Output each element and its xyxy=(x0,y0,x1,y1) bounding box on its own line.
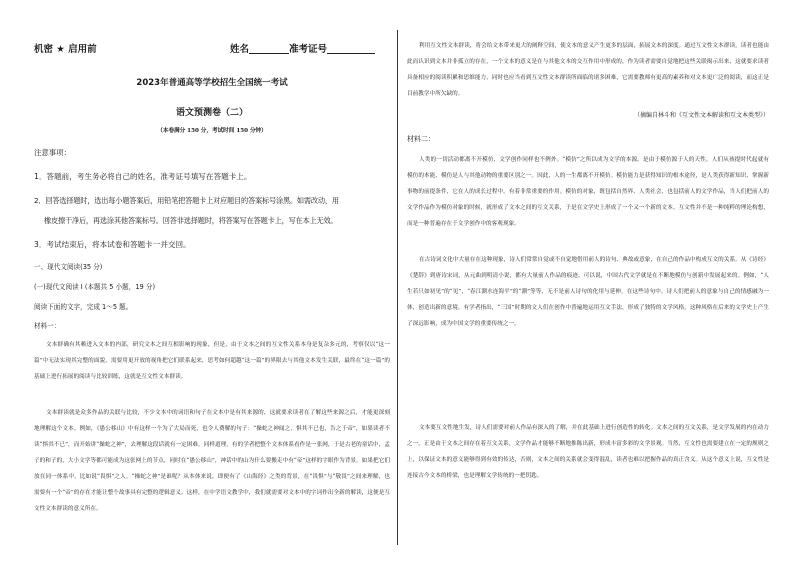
ticket-label: 准考证号 xyxy=(289,44,328,55)
passage-paragraph: 文本群读就是众多作品的关联与比较，不少文本中的词语和句子在文本中是有其来源的，这就要求读者在了解这些来源之后，才能更深刻地理解这个文本。例如，《愚公移山》中有这样一个为了大局而死，也令人费解的句子：“操蛇之神闻之，惧其不已也，告之于帝”，如果读者不读“惧其不已”，而开始讲“操蛇之神”，去理解这段话就有一定困难。同样道理，有的学者把整个文本体系看作是一张网，于是古老的童话中，孟子的和子的，大小文学等都可能成为这张网上的节点，同时在“愚公移山”，神话中的山为什么要搬走中有“帝”这样的字眼作为背景。如果把它们放在同一体系中，比如说“畏惧”之人。“操蛇之神”是谁呢？从本体来说，即便有了《山海经》之类的背景，在“畏惧”与“敬畏”之间来理解，也需要有一个“帝”的存在才能让整个故事具有完整的逻辑意义。这样，在中学语文教学中，我们就需要对文本中的字词作出全新的解读，这便是互文性文本群读的意义所在。 xyxy=(34,410,390,512)
passage-paragraph: 在古诗词文化中大量存在这种现象，诗人们常常自觉或不自觉地借用前人的诗句、典故或意象，在自己的作品中构成互文的关系。从《诗经》《楚辞》到唐诗宋词，从元曲到明清小说，都有大量前人作品的痕迹，可以说，中国古代文学就是在不断地模仿与创新中发展起来的。例如，“人生若只如初见”的“见”，“春江潮水连海平”的“潮”等等，无不是前人诗句的化用与延伸。在这些诗句中，诗人们把前人的意象与自己的情感融为一体，创造出新的意境。有学者指出，“三国”时期的文人们在创作中普遍地运用互文手法，形成了独特的文学风格，这种风格在后来的文学史上产生了深远影响，成为中国文学的重要传统之一。 xyxy=(407,257,769,327)
instruction-item: 3．考试结束后，将本试卷和答题卡一并交回。 xyxy=(34,240,191,249)
subsection-heading: (一)现代文阅读 I (本题共 5 小题，19 分) xyxy=(34,283,156,291)
reading-prompt: 阅读下面的文字，完成 1～5 题。 xyxy=(34,303,133,311)
section-heading: 一、现代文阅读(35 分) xyxy=(34,263,103,271)
exam-title: 2023年普通高等学校招生全国统一考试 xyxy=(136,78,288,88)
instruction-item: 2．回答选择题时，选出每小题答案后，用铅笔把答题卡上对应题目的答案标号涂黑。如需改动，用 xyxy=(34,196,339,205)
instructions-heading: 注意事项： xyxy=(34,148,71,157)
material-label: 材料二： xyxy=(407,135,435,143)
secret-label: 机密 ★ 启用前 xyxy=(34,44,97,55)
ticket-blank[interactable] xyxy=(327,43,375,54)
exam-subtitle: 语文预测卷（二） xyxy=(175,108,248,118)
score-note: （本卷满分 150 分，考试时间 150 分钟） xyxy=(157,128,267,134)
passage-paragraph: 利用互文性文本群读，将会给文本带来更大的阐释空间，使文本的意义产生更多的层面，拓展文本的深度。通过互文性文本群读，读者也能由此而认识到文本并非孤立的存在，一个文本的意义是在与其他文本的交互作用中形成的，作为读者需要自觉地把这些关联揭示出来，这就要求读者具备相应的阅读积累和思维能力，同时也应当看到互文性文本群读所面临的诸多困难，它需要教师有更高的素养和对文本更广泛的阅读，而这正是目前教学中所欠缺的。 xyxy=(407,43,769,97)
instruction-item: 1．答题前，考生务必将自己的姓名，准考证号填写在答题卡上。 xyxy=(34,172,252,181)
name-label: 姓名 xyxy=(230,44,250,55)
column-divider xyxy=(397,30,398,545)
name-blank[interactable] xyxy=(249,43,289,54)
source-note: （摘编自林斗和《互文性文本解读和互文本类型》） xyxy=(633,112,769,119)
material-label: 材料一： xyxy=(34,322,61,330)
candidate-fields xyxy=(230,41,375,55)
instruction-item: 橡皮擦干净后，再选涂其他答案标号。回答非选择题时，将答案写在答题卡上，写在本上无效。 xyxy=(44,216,338,225)
passage-paragraph: 文本群确有其赖进入文本的内部，研究文本之间互相影响的现象，但是，由于文本之间的互文性关系本身是复杂多元的，考察仅以“这一篇”中无法实现其完整的面貌，需要用更开放的视角把它们联系起来，思考如何超越“这一篇”的界限去与其他文本发生关联，最终在“这一篇”的基础上进行拓展的阅读与比较训练，这就是互文性文本群读。 xyxy=(34,342,390,380)
exam-header xyxy=(34,41,390,55)
passage-paragraph: 人类的一切活动都离不开模仿，文学创作同样也不例外。“模仿”之所以成为文学的本源，是由于模仿源于人的天性，人们从孩提时代起就有模仿的本能，模仿是人与其他动物的重要区别之一。因此，人的一生都离不开模仿。模仿能力是获得知识的根本途径，是人类获得新知识、掌握新事物的前提条件，它在人的成长过程中，有着非常重要的作用。模仿的对象，既包括自然界、人类社会，也包括前人的文学作品，当人们把前人的文学作品作为模仿对象的时候，就形成了文本之间的互文关系，于是在文学史上形成了一个又一个新的文本。互文性并不是一种纯粹的理论构想，而是一种普遍存在于文学创作中的客观现象。 xyxy=(407,157,769,227)
passage-paragraph: 文本要互文性地生发，诗人们需要对前人作品有深入的了解，并在此基础上进行创造性的转化。文本之间的互文关系，是文学发展的内在动力之一。正是由于文本之间存在着互文关系，文学作品才能够不断地推陈出新，形成丰富多彩的文学景观。当然，互文性也需要建立在一定的规则之上，以保证文本的意义能够得到有效的传达，否则，文本之间的关系就会变得混乱，读者也难以把握作品的真正含义。从这个意义上说，互文性是连接古今文本的桥梁，也是理解文学传统的一把钥匙。 xyxy=(407,425,769,479)
